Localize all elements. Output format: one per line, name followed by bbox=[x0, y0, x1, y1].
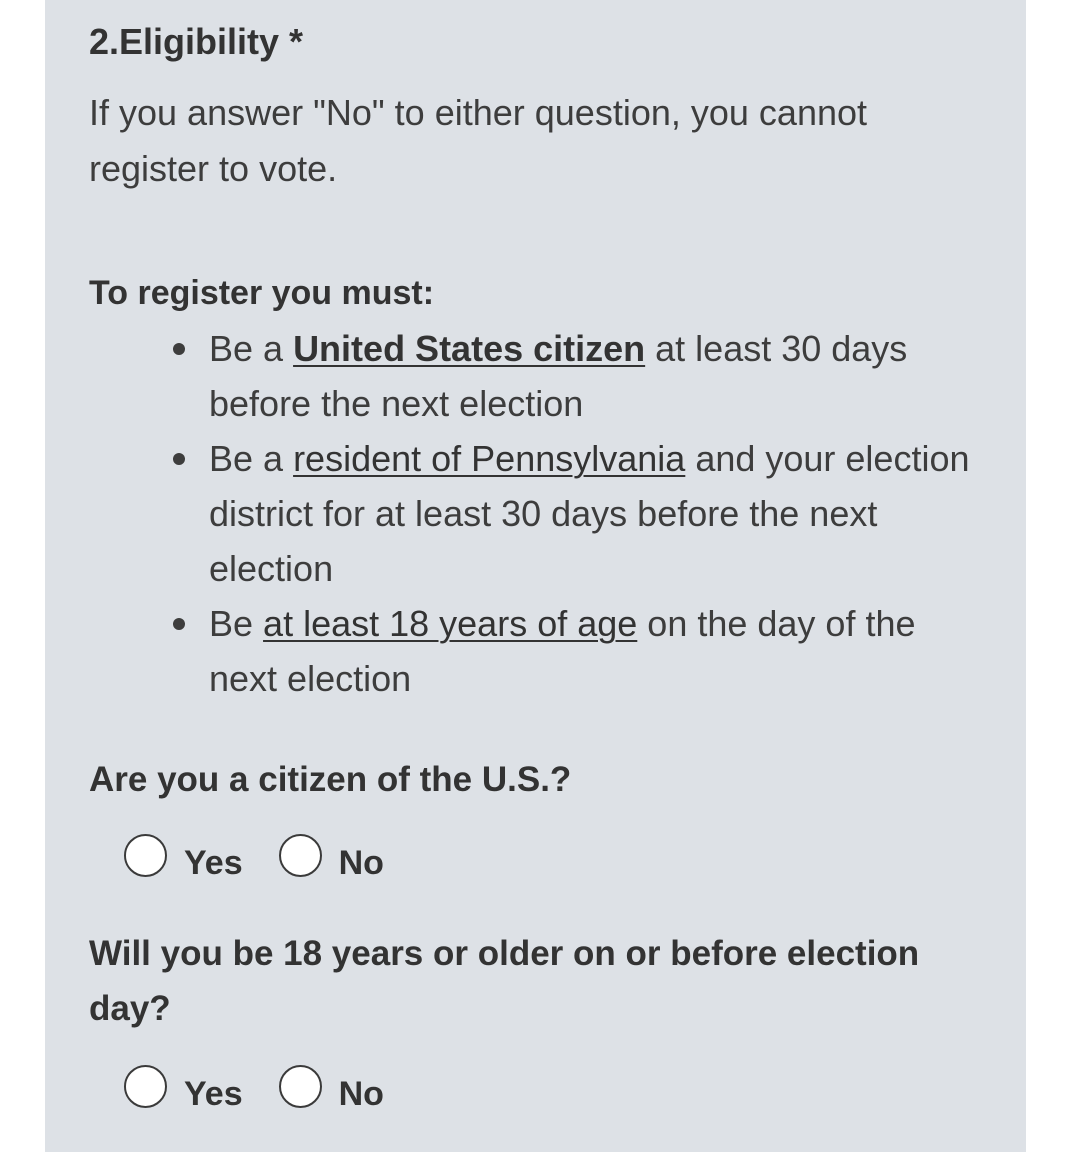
requirement-item-resident bbox=[209, 431, 989, 596]
age-yes-option[interactable] bbox=[124, 1065, 243, 1113]
united-states-citizen-link[interactable]: United States citizen bbox=[293, 328, 646, 369]
bullet-icon bbox=[173, 453, 185, 465]
age-no-option[interactable] bbox=[279, 1065, 384, 1113]
requirement-prefix: Be a bbox=[209, 438, 294, 479]
radio-label: Yes bbox=[184, 1075, 243, 1113]
bullet-icon bbox=[173, 618, 185, 630]
section-title: 2.Eligibility * bbox=[89, 21, 304, 62]
age-yes-radio[interactable] bbox=[124, 1065, 167, 1108]
age-no-radio[interactable] bbox=[279, 1065, 322, 1108]
citizen-question: Are you a citizen of the U.S.? bbox=[89, 760, 572, 799]
requirements-heading: To register you must: bbox=[89, 274, 435, 312]
citizen-no-option[interactable] bbox=[279, 834, 384, 882]
requirement-suffix: on the day of the next election bbox=[209, 603, 916, 699]
requirement-suffix: and your election district for at least 30 days before the next election bbox=[209, 438, 970, 589]
age-radio-group bbox=[124, 1065, 420, 1113]
radio-label: Yes bbox=[184, 844, 243, 882]
radio-label: No bbox=[338, 1075, 384, 1113]
requirement-prefix: Be bbox=[209, 603, 264, 644]
requirement-item-age bbox=[209, 596, 989, 706]
resident-of-pennsylvania-link[interactable]: resident of Pennsylvania bbox=[293, 438, 686, 479]
citizen-radio-group bbox=[124, 834, 420, 882]
intro-text: If you answer "No" to either question, you cannot register to vote. bbox=[89, 92, 868, 189]
requirement-item-citizen bbox=[209, 321, 989, 431]
age-question: Will you be 18 years or older on or before election day? bbox=[89, 934, 920, 1028]
citizen-no-radio[interactable] bbox=[279, 834, 322, 877]
citizen-yes-radio[interactable] bbox=[124, 834, 167, 877]
requirement-prefix: Be a bbox=[209, 328, 294, 369]
requirement-suffix: at least 30 days before the next election bbox=[209, 328, 908, 424]
requirements-list bbox=[209, 321, 989, 706]
at-least-18-years-of-age-link[interactable]: at least 18 years of age bbox=[263, 603, 638, 644]
bullet-icon bbox=[173, 343, 185, 355]
citizen-yes-option[interactable] bbox=[124, 834, 243, 882]
radio-label: No bbox=[338, 844, 384, 882]
